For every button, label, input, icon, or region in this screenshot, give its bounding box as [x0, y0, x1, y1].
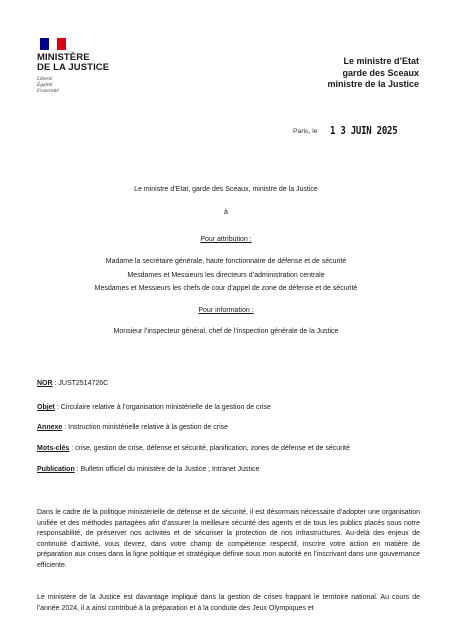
letter-to: à: [224, 209, 228, 216]
meta-label: NOR: [37, 380, 53, 387]
body-paragraph: Le ministère de la Justice est davantage impliqué dans la gestion de crises frappant le territoire national. Au cours de l’année 2024, il a ainsi contribué à la préparation et à la conduite des Jeux Olympiques et: [37, 594, 420, 612]
meta-value: : Instruction ministérielle relative à la gestion de crise: [62, 424, 229, 431]
attribution-title: Pour attribution :: [200, 236, 252, 243]
attribution-line: Mesdames et Messieurs les chefs de cour d’appel de zone de défense et de sécurité: [94, 285, 358, 292]
letter-from: Le ministre d’Etat, garde des Sceaux, ministre de la Justice: [134, 186, 318, 193]
attribution-heading: [0, 236, 452, 243]
attribution-line: Madame la secrétaire générale, haute fonctionnaire de défense et de sécurité: [105, 258, 347, 265]
meta-nor: [37, 380, 108, 387]
flag-white-band: [49, 38, 58, 50]
meta-mots-cles: [37, 445, 350, 452]
sender-block: Le ministre d’Etat garde des Sceaux ministre de la Justice: [327, 56, 419, 89]
meta-annexe: [37, 424, 228, 431]
meta-label: Objet: [37, 404, 55, 411]
date-stamp: 1 3 JUIN 2025: [330, 124, 398, 137]
flag-blue-band: [40, 38, 49, 50]
meta-label: Mots-clés: [37, 445, 70, 452]
ministry-logo: [37, 38, 117, 94]
information-heading: [0, 307, 452, 314]
flag-red-band: [57, 38, 66, 50]
information-title: Pour information :: [198, 307, 254, 314]
meta-value: : JUST2514726C: [52, 380, 109, 387]
ministry-name: MINISTÈRE DE LA JUSTICE: [37, 52, 110, 73]
meta-label: Publication: [37, 466, 75, 473]
attribution-line: Mesdames et Messieurs les directeurs d’administration centrale: [127, 272, 325, 279]
body-paragraph: Dans le cadre de la politique ministérielle de défense et de sécurité, il est désormais nécessaire d’adopter une organisation unifiée et des méthodes partagées afin d’assurer la meilleure sécurité des agents et de tous les publics placés sous notre responsabilité, de préserver nos activités et de sécuriser la protection de nos infrastructures. Au-delà des enjeux de continuité d’activité, vous devrez, dans votre champ de compétence respectif, inscrire votre action en matière de préparation aux crises dans la ligne politique et stratégique définie sous mon autorité en l’inscrivant dans une gouvernance efficiente.: [37, 509, 420, 569]
republic-motto: Liberté Égalité Fraternité: [37, 76, 59, 94]
meta-value: : Bulletin officiel du ministère de la Justice ; Intranet Justice: [74, 466, 260, 473]
meta-value: : Circulaire relative à l’organisation ministérielle de la gestion de crise: [54, 404, 271, 411]
meta-publication: [37, 466, 259, 473]
meta-value: : crise, gestion de crise, défense et sécurité, planification, zones de défense et de sécurité: [69, 445, 350, 452]
meta-objet: [37, 404, 271, 411]
meta-label: Annexe: [37, 424, 63, 431]
information-line: Monsieur l’inspecteur général, chef de l’inspection générale de la Justice: [113, 328, 339, 335]
french-flag-icon: [40, 38, 66, 50]
dateline-place: Paris, le: [293, 128, 318, 135]
